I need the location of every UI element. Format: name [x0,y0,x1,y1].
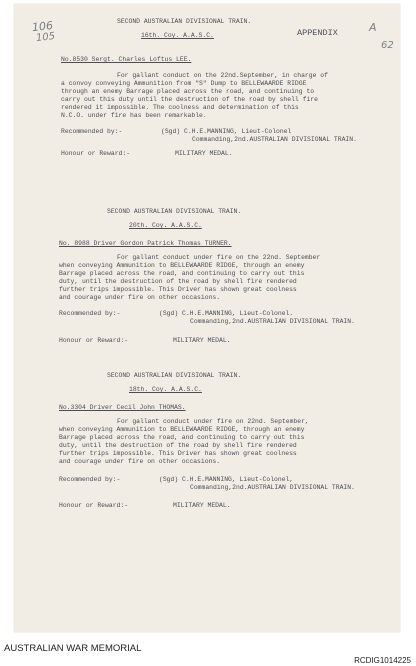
citation-line: rendered it impossible. The coolness and determination of this [61,104,299,111]
citation-line: For gallant conduct under fire on 22nd. September, [117,418,309,425]
award-value: MILITARY MEDAL. [173,337,231,344]
appendix-label: APPENDIX [297,28,338,38]
soldier-name: No.8530 Sergt. Charles Loftus LEE. [61,56,192,63]
page-ref: 62 [381,40,394,51]
institution-label: AUSTRALIAN WAR MEMORIAL [4,643,142,654]
recommended-by-line: Commanding,2nd.AUSTRALIAN DIVISIONAL TRAIN. [190,484,355,491]
citation-line: N.C.O. under fire has been remarkable. [61,112,207,119]
stamp-number-bottom: 105 [35,31,56,44]
citation-line: when conveying Ammunition to BELLEWAARDE RIDGE, through an enemy [59,426,305,433]
document-page [14,4,400,632]
citation-line: and courage under fire on other occasions. [59,458,221,465]
citation-line: Barrage placed across the road, and continuing to carry out this [59,434,305,441]
award-label: Honour or Reward:- [59,502,129,509]
unit-heading: SECOND AUSTRALIAN DIVISIONAL TRAIN. [107,372,242,379]
citation-line: For gallant conduct under fire on the 22nd. September [117,254,321,261]
recommended-label: Recommended by:- [59,310,121,317]
award-label: Honour or Reward:- [61,150,131,157]
company-heading: 16th. Coy. A.A.S.C. [141,32,214,39]
citation-line: and courage under fire on other occasions. [59,294,221,301]
recommended-label: Recommended by:- [61,128,123,135]
citation-line: when conveying Ammunition to BELLEWAARDE RIDGE, through an enemy [59,262,305,269]
recommended-by-line: Commanding,2nd.AUSTRALIAN DIVISIONAL TRAIN. [190,318,355,325]
recommended-by-line: (Sgd) C.H.E.MANNING, Lieut-Colonel, [159,476,294,483]
recommended-by-line: Commanding,2nd.AUSTRALIAN DIVISIONAL TRAIN. [192,136,357,143]
unit-heading: SECOND AUSTRALIAN DIVISIONAL TRAIN. [117,18,252,25]
citation-line: further trips impossible. This Driver has shown great coolness [59,286,297,293]
unit-heading: SECOND AUSTRALIAN DIVISIONAL TRAIN. [107,208,242,215]
award-label: Honour or Reward:- [59,337,129,344]
recommended-by-line: (Sgd) C.H.E.MANNING, Lieut-Colonel [161,128,292,135]
award-value: MILITARY MEDAL. [173,502,231,509]
citation-line: duty, until the destruction of the road by shell fire rendered [59,442,297,449]
citation-line: carry out this duty until the destruction of the road by shell fire [61,96,318,103]
citation-line: through an enemy Barrage placed across the road, and continuing to [61,88,315,95]
citation-line: further trips impossible. This Driver has shown great coolness [59,450,297,457]
stamp-number-top: 106 [31,18,54,35]
citation-line: Barrage placed across the road, and continuing to carry out this [59,270,305,277]
citation-line: a convoy conveying Ammunition from "S" Dump to BELLEWAARDE RIDGE [61,80,307,87]
company-heading: 20th. Coy. A.A.S.C. [129,222,202,229]
award-value: MILITARY MEDAL. [175,150,233,157]
soldier-name: No. 8988 Driver Gordon Patrick Thomas TURNER. [59,240,232,247]
soldier-name: No.3304 Driver Cecil John THOMAS. [59,404,186,411]
recommended-label: Recommended by:- [59,476,121,483]
record-reference: RCDIG1014225 [354,656,411,665]
appendix-letter: A [369,21,377,34]
recommended-by-line: (Sgd) C.H.E.MANNING, Lieut-Colonel. [159,310,294,317]
citation-line: duty, until the destruction of the road by shell fire rendered [59,278,297,285]
company-heading: 18th. Coy. A.A.S.C. [129,386,202,393]
citation-line: For gallant conduct on the 22nd.September, in charge of [117,72,328,79]
